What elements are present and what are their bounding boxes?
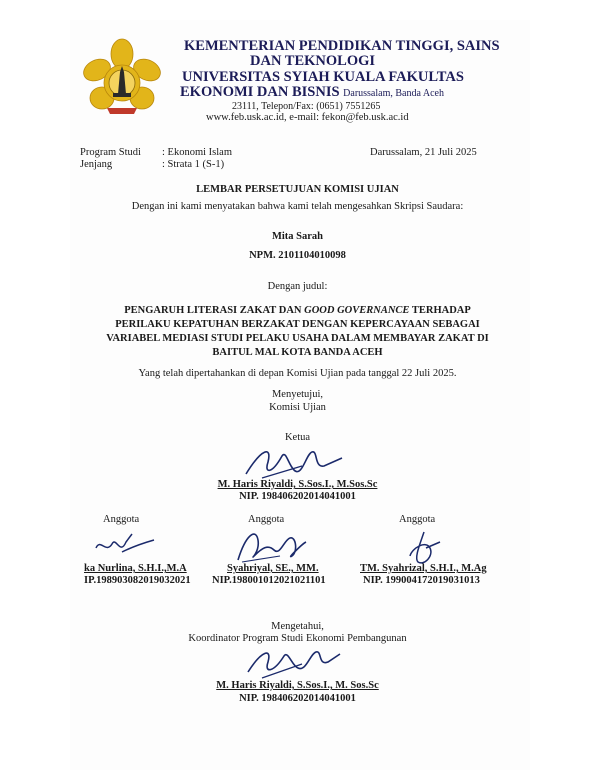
acknowledged-label: Mengetahui,: [271, 621, 324, 632]
thesis-title-line-2: PERILAKU KEPATUHAN BERZAKAT DENGAN KEPERCAYAAN SEBAGAI: [115, 319, 480, 330]
prodi-label: Program Studi: [80, 147, 141, 158]
thesis-title-line-1: [0, 305, 595, 316]
thesis-title-part: TERHADAP: [409, 305, 471, 316]
member-3-role: Anggota: [399, 514, 436, 525]
thesis-title-italic: GOOD GOVERNANCE: [304, 305, 410, 316]
student-name: Mita Sarah: [271, 231, 324, 242]
defended-statement: Yang telah dipertahankan di depan Komisi Ujian pada tanggal 22 Juli 2025.: [138, 368, 457, 379]
thesis-title-part: PENGARUH LITERASI ZAKAT DAN: [124, 305, 305, 316]
faculty-address: Darussalam, Banda Aceh: [343, 88, 444, 99]
ketua-nip: NIP. 198406202014041001: [239, 491, 356, 502]
intro-text: Dengan ini kami menyatakan bahwa kami telah mengesahkan Skripsi Saudara:: [131, 201, 464, 212]
coordinator-signature: [244, 644, 344, 684]
ketua-signature: [242, 444, 352, 484]
prodi-value: : Ekonomi Islam: [162, 147, 232, 158]
letterhead-line-1: KEMENTERIAN PENDIDIKAN TINGGI, SAINS: [184, 38, 500, 54]
title-label: Dengan judul:: [267, 281, 328, 292]
jenjang-value: : Strata 1 (S-1): [162, 159, 225, 170]
approval-label: Menyetujui,: [271, 389, 324, 400]
member-2-name: [227, 563, 319, 574]
coordinator-role: Koordinator Program Studi Ekonomi Pembangunan: [188, 633, 407, 644]
ketua-name-text: M. Haris Riyaldi, S.Sos.I., M.Sos.Sc: [217, 479, 378, 490]
member-2-nip: NIP.198001012021021101: [212, 575, 326, 586]
ketua-name: [0, 479, 595, 490]
member-1-role: Anggota: [103, 514, 140, 525]
letterhead-web-email: www.feb.usk.ac.id, e-mail: fekon@feb.usk.ac.id: [206, 112, 409, 123]
letterhead-line-2: DAN TEKNOLOGI: [250, 53, 376, 69]
coordinator-nip: NIP. 198406202014041001: [239, 693, 356, 704]
university-logo: [82, 38, 162, 120]
document-heading: LEMBAR PERSETUJUAN KOMISI UJIAN: [196, 184, 399, 195]
coordinator-name-text: M. Haris Riyaldi, S.Sos.I., M. Sos.Sc: [216, 680, 379, 691]
letterhead-line-4: [180, 84, 444, 101]
member-1-nip: IP.198903082019032021: [84, 575, 191, 586]
student-npm: NPM. 2101104010098: [249, 250, 346, 261]
member-3-signature: [400, 528, 450, 568]
member-2-signature: [232, 526, 312, 566]
faculty-name: EKONOMI DAN BISNIS: [180, 84, 340, 100]
member-3-name-text: TM. Syahrizal, S.H.I., M.Ag: [360, 563, 487, 574]
letterhead-phone: 23111, Telepon/Fax: (0651) 7551265: [232, 101, 381, 112]
thesis-title-line-3: VARIABEL MEDIASI STUDI PELAKU USAHA DALAM MEMBAYAR ZAKAT DI: [106, 333, 489, 344]
jenjang-label: Jenjang: [80, 159, 113, 170]
thesis-title-line-4: BAITUL MAL KOTA BANDA ACEH: [212, 347, 383, 358]
member-3-name: [360, 563, 487, 574]
place-date: Darussalam, 21 Juli 2025: [370, 147, 477, 158]
member-1-signature: [92, 528, 162, 564]
member-2-role: Anggota: [248, 514, 285, 525]
member-3-nip: NIP. 199004172019031013: [363, 575, 480, 586]
committee-label: Komisi Ujian: [269, 402, 326, 413]
coordinator-name: [0, 680, 595, 691]
member-1-name-text: ka Nurlina, S.H.I.,M.A: [84, 563, 187, 574]
ketua-role: Ketua: [284, 432, 311, 443]
member-1-name: [84, 563, 187, 574]
member-2-name-text: Syahriyal, SE., MM.: [227, 563, 319, 574]
letterhead-line-3: UNIVERSITAS SYIAH KUALA FAKULTAS: [182, 69, 464, 85]
